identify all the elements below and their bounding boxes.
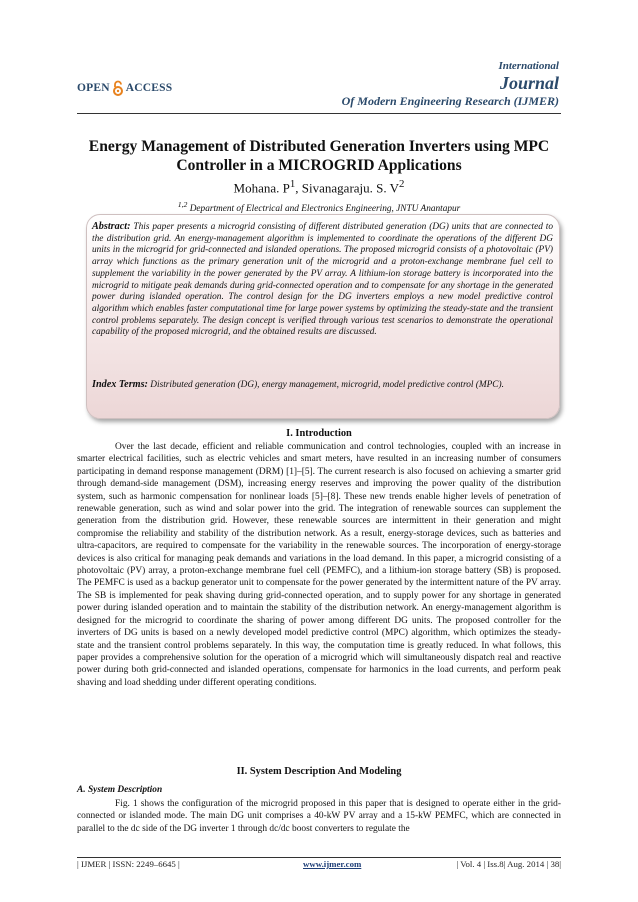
open-access-badge [77,80,172,96]
subsection-title-a: A. System Description [77,785,163,795]
affiliation [60,200,578,214]
affiliation-text: Department of Electrical and Electronics Engineering, JNTU Anantapur [187,204,461,215]
access-label: ACCESS [125,82,173,94]
author-line [60,178,578,196]
author-1: Mohana. P [233,180,290,196]
affiliation-sup: 1,2 [177,200,188,209]
section-title-system: II. System Description And Modeling [236,766,402,777]
header-divider [77,113,561,114]
journal-line-1: International [498,60,559,72]
journal-line-2: Journal [499,73,559,93]
abstract-label: Abstract: [92,221,131,232]
section-title-introduction: I. Introduction [286,428,352,439]
author-2-sup: 2 [399,178,405,190]
footer-issn: | IJMER | ISSN: 2249–6645 | [77,859,180,869]
abstract [92,221,553,339]
journal-line-3: Of Modern Engineering Research (IJMER) [341,94,559,108]
index-terms-body: Distributed generation (DG), energy management, microgrid, model predictive control (MPC). [147,380,504,390]
introduction-body: Over the last decade, efficient and reliable communication and control technologies, coupled with an increase in smarter electrical facilities, such as electric vehicles and smart meters, have resulted in an increasing number of consumers participating in demand response management (DRM) [1]–[5]. The current research is also focused on achieving a smarter grid through demand-side management (DSM), increasing energy reserves and improving the power quality of the distribution system, such as harmonic compensation for nonlinear loads [5]–[8]. These new trends enable higher levels of penetration of renewable generation, such as wind and solar power into the grid. The integration of renewable sources can supplement the generation from the distribution grid. However, these renewable sources are intermittent in their generation and might compromise the reliability and stability of the distribution network. As a result, energy-storage devices, such as batteries and ultra-capacitors, are required to compensate for the variability in the renewable sources. The incorporation of energy-storage devices is also critical for managing peak demands and variations in the load demand. In this paper, a microgrid consisting of a photovoltaic (PV) array, a proton-exchange membrane fuel cell (PEMFC), and a lithium-ion storage battery (SB) is proposed. The PEMFC is used as a backup generator unit to compensate for the power generated by the intermittent nature of the PV array. The SB is implemented for peak shaving during grid-connected operation, and to supply power for any shortage in generated power during islanded operation and to maintain the stability of the distribution network. An energy-management algorithm is designed for the microgrid to coordinate the sharing of power among different DG units. The proposed controller for the inverters of DG units is based on a newly developed model predictive control (MPC) algorithm, which optimizes the steady-state and the transient control problems separately. In this way, the computation time is greatly reduced. In what follows, this paper provides a comprehensive solution for the operation of a microgrid which will simultaneously dispatch real and reactive power during both grid-connected and islanded operations, compensate for harmonics in the load currents, and perform peak shaving and load shedding under different operating conditions. [77,442,561,688]
system-description-body: Fig. 1 shows the configuration of the microgrid proposed in this paper that is designed to operate either in the grid-connected or islanded mode. The main DG unit comprises a 40-kW PV array and a 15-kW PEMFC, which are connected in parallel to the dc side of the DG inverter 1 through dc/dc boost converters to regulate the [77,799,561,834]
footer-volume: | Vol. 4 | Iss.8| Aug. 2014 | 38| [456,859,561,869]
open-access-lock-icon [112,80,124,96]
author-2: , Sivanagaraju. S. V [295,180,400,196]
index-terms-label: Index Terms: [92,379,148,390]
footer-website-link[interactable]: www.ijmer.com [303,859,362,869]
journal-name [342,60,559,109]
abstract-body: This paper presents a microgrid consisting of different distributed generation (DG) units that are connected to the distribution grid. An energy-management algorithm is implemented to coordinate the operations of the different DG units in the microgrid for grid-connected and islanded operations. The proposed microgrid consists of a photovoltaic (PV) array which functions as the primary generation unit of the microgrid and a proton-exchange membrane fuel cell to supplement the variability in the power generated by the PV array. A lithium-ion storage battery is incorporated into the microgrid to mitigate peak demands during grid-connected operation and to compensate for any shortage in the generated power during islanded operation. The control design for the DG inverters employs a new model predictive control algorithm which enables faster computational time for large power systems by optimizing the steady-state and the transient control problems separately. The design concept is verified through various test scenarios to demonstrate the operational capability of the proposed microgrid, and the obtained results are discussed. [92,222,553,338]
footer-divider [77,857,561,858]
open-label: OPEN [77,82,110,94]
author-1-sup: 1 [289,178,296,190]
index-terms [92,377,553,393]
paper-title: Energy Management of Distributed Generation Inverters using MPC Controller in a MICROGRID Applications [88,138,550,174]
